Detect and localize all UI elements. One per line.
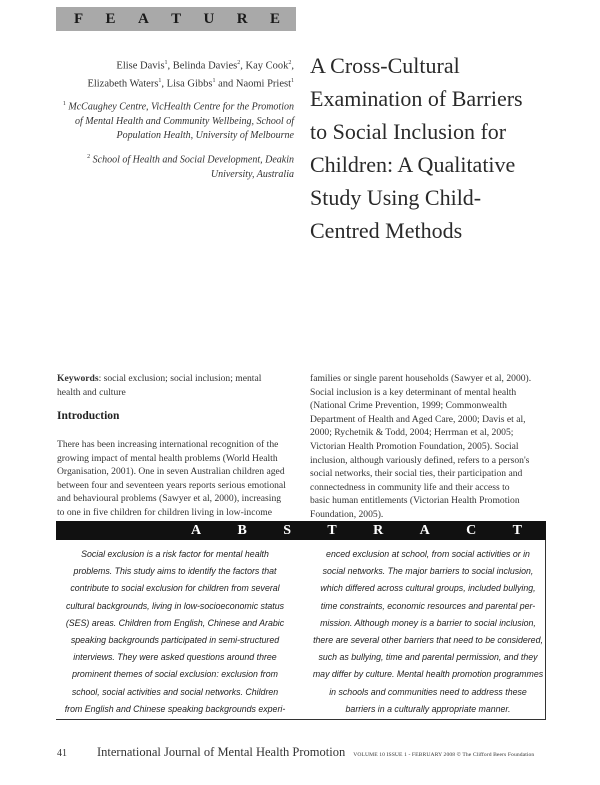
page-number: 41 xyxy=(57,748,67,759)
article-title: A Cross-Cultural Examination of Barriers to Social Inclusion for Children: A Qualitative Study Using Child- Centred Methods xyxy=(310,53,523,243)
feature-letter: F xyxy=(74,10,84,27)
abstract-letter: S xyxy=(283,522,292,538)
abstract-letter: T xyxy=(327,522,337,538)
abstract-banner xyxy=(56,521,546,540)
keywords: Keywords: social exclusion; social inclusion; mental health and culture xyxy=(57,373,262,398)
body-text-right-column: families or single parent households (Sawyer et al, 2000). Social inclusion is a key determinant of mental health (National Crime Prevention, 1999; Commonwealth Department of Health and Aged Care, 2000; Davis et al, 2000; Rychetnik & Todd, 2004; Herrman et al, 2005; Victorian Health Promotion Foundation, 2005). Social inclusion, although variously defined, refers to a person's social networks, their social ties, their participation and connectedness in community life and their access to basic human entitlements (Victorian Health Promotion Foundation, 2005). xyxy=(310,373,532,520)
abstract-letter: B xyxy=(237,522,247,538)
abstract-text-right: enced exclusion at school, from social activities or in social networks. The major barriers to social inclusion, which differed across cultural groups, included bullying, time constraints, economic resources and parental per- mission. Although money is a barrier to social inclusion, there are several other barriers that need to be considered, such as bullying, time and parental permission, and they may differ by culture. Mental health promotion programmes in schools and communities need to address these barriers in a culturally appropriate manner. xyxy=(312,549,544,714)
abstract-text-left: Social exclusion is a risk factor for mental health problems. This study aims to identify the factors that contribute to social exclusion for children from several cultural backgrounds, living in low-socioeconomic status (SES) areas. Children from English, Chinese and Arabic speaking backgrounds participated in semi-structured interviews. They were asked questions around three prominent themes of social exclusion: exclusion from school, social activities and social networks. Children from English and Chinese speaking backgrounds experi- xyxy=(64,549,286,714)
issue-info: VOLUME 10 ISSUE 1 - FEBRUARY 2008 © The Clifford Beers Foundation xyxy=(353,752,535,758)
author-line: Elizabeth Waters$^1$, Lisa Gibbs$^1$ and Naomi Priest$^1$ xyxy=(87,77,294,89)
page-footer xyxy=(57,745,547,760)
affiliation-2: $^2$ School of Health and Social Development, Deakin University, Australia xyxy=(87,154,294,180)
feature-letter: T xyxy=(171,10,182,27)
journal-name: International Journal of Mental Health Promotion xyxy=(97,745,346,759)
feature-letter: E xyxy=(269,10,280,27)
author-line: Elise Davis$^1$, Belinda Davies$^2$, Kay Cook$^2$, xyxy=(116,60,294,72)
affiliation-1: $^1$ McCaughey Centre, VicHealth Centre for the Promotion of Mental Health and Community Wellbeing, School of Population Health, University of Melbourne xyxy=(62,101,294,142)
section-heading-introduction: Introduction xyxy=(57,410,120,422)
feature-letter: E xyxy=(105,10,116,27)
feature-letter: A xyxy=(137,10,149,27)
abstract-letter: T xyxy=(512,522,522,538)
feature-letter: U xyxy=(203,10,215,27)
author-list xyxy=(60,56,294,91)
feature-banner xyxy=(56,7,296,31)
feature-letter: R xyxy=(236,10,248,27)
abstract-letter: A xyxy=(191,522,202,538)
abstract-letter: C xyxy=(466,522,477,538)
introduction-text: There has been increasing international recognition of the growing impact of mental health problems (World Health Organisation, 2001). One in seven Australian children aged between four and seventeen years reports serious emotional and behavioural problems (Sawyer et al, 2000), increasing to one in five children for children living in low-income xyxy=(57,439,286,518)
abstract-letter: R xyxy=(373,522,384,538)
keywords-label: Keywords xyxy=(57,373,99,384)
abstract-letter: A xyxy=(419,522,430,538)
